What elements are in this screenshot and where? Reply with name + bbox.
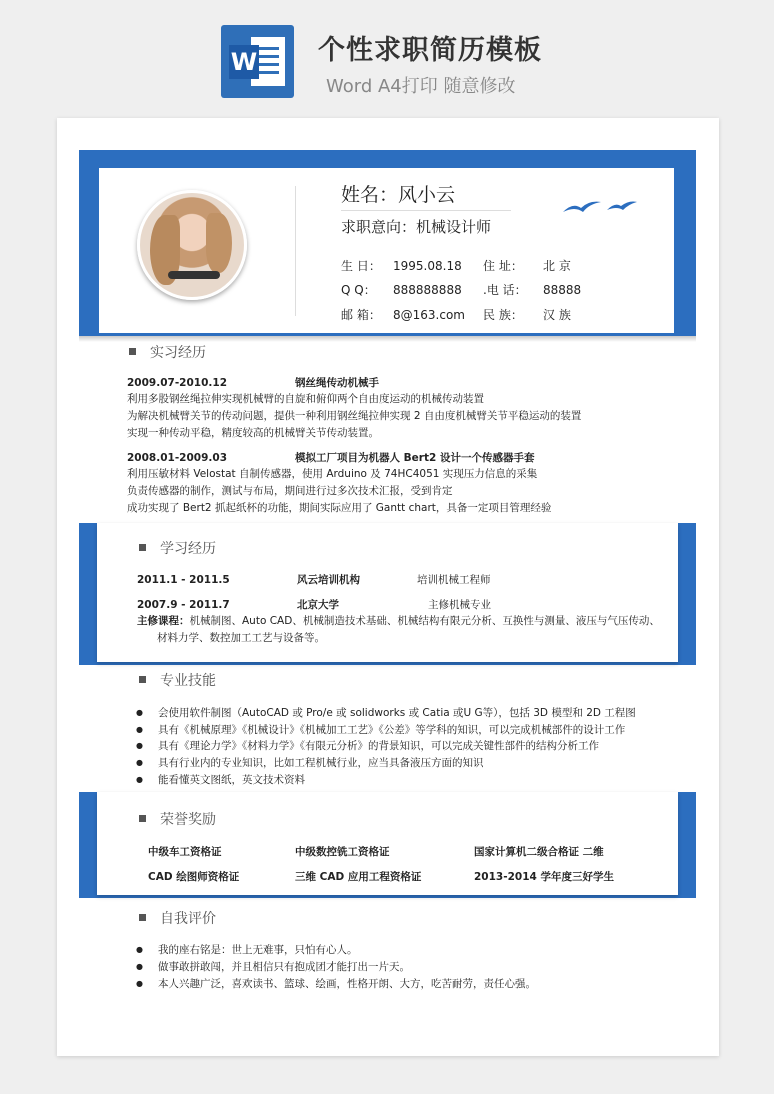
info-row-2: Q Q： 888888888 .电 话： 88888 [341, 283, 582, 297]
job-line: 负责传感器的制作，测试与布局，期间进行过多次技术汇报，受到肯定 [127, 485, 453, 497]
skill-item: ● 具有行业内的专业知识，比如工程机械行业，应当具备液压方面的知识 [158, 755, 484, 771]
section-heading-self: 自我评价 [139, 908, 216, 928]
top-banner [0, 0, 774, 118]
candidate-name: 姓名：风小云 [341, 184, 456, 206]
section-heading-education: 学习经历 [139, 538, 216, 558]
edu-date: 2011.1 - 2011.5 [137, 574, 230, 586]
banner-subtitle: Word A4打印 随意修改 [326, 76, 516, 97]
self-item: ● 我的座右铭是：世上无难事，只怕有心人。 [158, 942, 358, 958]
job-line: 利用压敏材料 Velostat 自制传感器，使用 Arduino 及 74HC4051 实现压力信息的采集 [127, 468, 538, 480]
edu-date: 2007.9 - 2011.7 [137, 599, 230, 611]
honor-item: 中级数控铣工资格证 [295, 846, 390, 858]
divider [295, 186, 296, 316]
job-date: 2009.07-2010.12 [127, 377, 228, 389]
honor-item: 中级车工资格证 [148, 846, 222, 858]
profile-card [99, 168, 674, 333]
skill-item: ● 具有《理论力学》《材料力学》《有限元分析》的背景知识，可以完成关键性部件的结构分析工作 [158, 738, 599, 754]
section-heading-honors: 荣誉奖励 [139, 809, 216, 829]
name-underline [341, 210, 511, 211]
skill-item: ● 会使用软件制图（AutoCAD 或 Pro/e 或 solidworks 或 Catia 或U G等），包括 3D 模型和 2D 工程图 [158, 705, 636, 721]
word-letter: W [229, 45, 259, 79]
skill-item: ● 能看懂英文图纸，英文技术资料 [158, 772, 305, 788]
job-line: 实现一种传动平稳，精度较高的机械臂关节传动装置。 [127, 427, 379, 439]
courses-line: 材料力学、数控加工工艺与设备等。 [157, 632, 325, 644]
job-intent: 求职意向：机械设计师 [341, 218, 492, 236]
banner-title: 个性求职简历模板 [318, 35, 542, 66]
info-row-3: 邮 箱： 8@163.com 民 族： 汉 族 [341, 308, 571, 322]
job-title: 模拟工厂项目为机器人 Bert2 设计一个传感器手套 [295, 452, 535, 464]
job-line: 为解决机械臂关节的传动问题，提供一种利用钢丝绳拉伸实现 2 自由度机械臂关节平稳运动的装置 [127, 410, 582, 422]
job-title: 钢丝绳传动机械手 [295, 377, 379, 389]
edu-school: 北京大学 [297, 599, 339, 611]
honor-item: 国家计算机二级合格证 二维 [474, 846, 604, 858]
section-heading-internship: 实习经历 [129, 342, 206, 362]
resume-page [57, 118, 719, 1056]
job-line: 利用多股钢丝绳拉伸实现机械臂的自旋和俯仰两个自由度运动的机械传动装置 [127, 393, 484, 405]
self-item: ● 做事敢拼敢闯，并且相信只有抱成团才能打出一片天。 [158, 959, 410, 975]
birds-icon [561, 196, 641, 218]
job-line: 成功实现了 Bert2 抓起纸杯的功能，期间实际应用了 Gantt chart，具备一定项目管理经验 [127, 502, 552, 514]
section-heading-skills: 专业技能 [139, 670, 216, 690]
word-logo-icon [221, 25, 294, 98]
edu-school: 风云培训机构 [297, 574, 360, 586]
edu-major: 主修机械专业 [428, 599, 491, 611]
avatar [137, 190, 247, 300]
job-date: 2008.01-2009.03 [127, 452, 228, 464]
honor-item: CAD 绘图师资格证 [148, 871, 240, 883]
honor-item: 2013-2014 学年度三好学生 [474, 871, 614, 883]
skill-item: ● 具有《机械原理》《机械设计》《机械加工工艺》《公差》等学科的知识，可以完成机械部件的设计工作 [158, 722, 625, 738]
edu-major: 培训机械工程师 [417, 574, 491, 586]
self-item: ● 本人兴趣广泛，喜欢读书、篮球、绘画，性格开朗、大方，吃苦耐劳，责任心强。 [158, 976, 536, 992]
info-row-1: 生 日： 1995.08.18 住 址： 北 京 [341, 259, 571, 273]
honor-item: 三维 CAD 应用工程资格证 [295, 871, 422, 883]
courses-line: 主修课程：机械制图、Auto CAD、机械制造技术基础、机械结构有限元分析、互换性与测量、液压与气压传动、 [137, 615, 660, 627]
